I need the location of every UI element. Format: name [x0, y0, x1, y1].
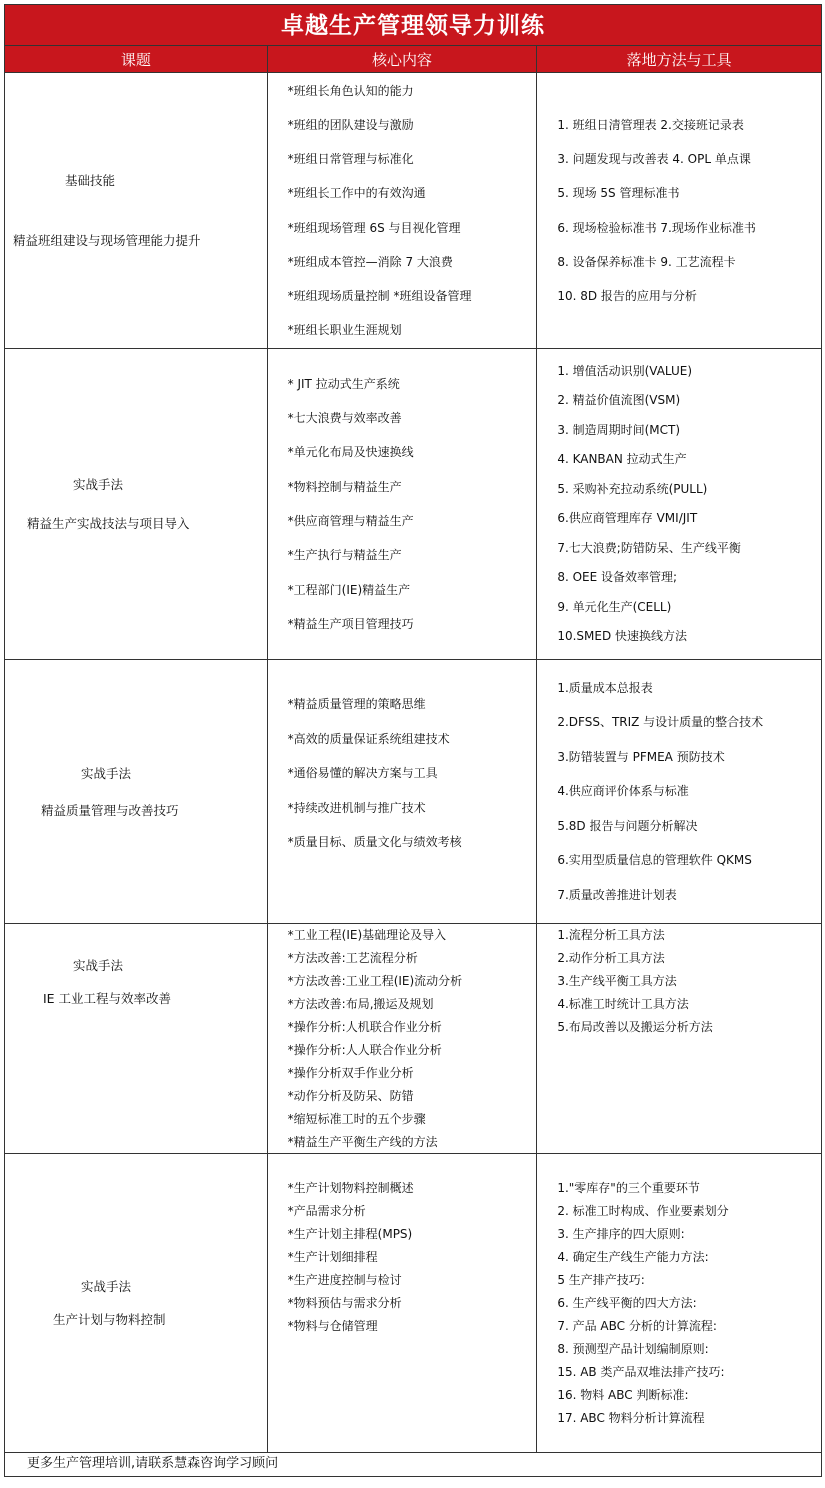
- content-item: *物料与仓储管理: [287, 1319, 378, 1333]
- method-item: 6.供应商管理库存 VMI/JIT: [557, 511, 698, 525]
- topic-category: 实战手法: [81, 1279, 132, 1294]
- content-cell: [268, 924, 538, 1153]
- method-item: 10. 8D 报告的应用与分析: [557, 288, 697, 303]
- method-item: 2. 标准工时构成、作业要素划分: [557, 1204, 729, 1218]
- method-item: 5.布局改善以及搬运分析方法: [557, 1020, 713, 1034]
- method-item: 5. 采购补充拉动系统(PULL): [557, 481, 708, 496]
- content-cell: [268, 660, 538, 923]
- content-item: *精益生产平衡生产线的方法: [287, 1135, 438, 1149]
- contact-footer: 更多生产管理培训,请联系慧森咨询学习顾问: [4, 1453, 822, 1477]
- method-item: 16. 物料 ABC 判断标准:: [557, 1388, 689, 1402]
- method-item: 1.流程分析工具方法: [557, 928, 665, 942]
- topic-cell: [5, 349, 268, 659]
- table-row: [4, 349, 822, 660]
- content-item: *物料控制与精益生产: [287, 479, 402, 494]
- course-table: [4, 4, 822, 1477]
- content-item: *缩短标准工时的五个步骤: [287, 1112, 426, 1126]
- content-item: *工业工程(IE)基础理论及导入: [287, 928, 447, 942]
- topic-title: 精益质量管理与改善技巧: [41, 802, 179, 818]
- method-item: 2. 精益价值流图(VSM): [557, 393, 681, 407]
- method-item: 3. 问题发现与改善表 4. OPL 单点课: [557, 152, 751, 167]
- topic-category: 实战手法: [73, 958, 124, 973]
- content-item: *七大浪费与效率改善: [287, 411, 402, 426]
- header-content: 核心内容: [268, 46, 538, 72]
- method-item: 1.质量成本总报表: [557, 680, 653, 695]
- content-item: *生产执行与精益生产: [287, 548, 402, 563]
- method-item: 5. 现场 5S 管理标准书: [557, 186, 680, 201]
- method-item: 5 生产排产技巧:: [557, 1273, 645, 1287]
- topic-title: 精益班组建设与现场管理能力提升: [13, 233, 201, 248]
- method-item: 8. 设备保养标准卡 9. 工艺流程卡: [557, 254, 736, 269]
- method-item: 4. KANBAN 拉动式生产: [557, 452, 687, 466]
- content-item: *方法改善:工艺流程分析: [287, 951, 418, 965]
- method-item: 3.防错装置与 PFMEA 预防技术: [557, 749, 725, 764]
- content-item: *通俗易懂的解决方案与工具: [287, 766, 438, 781]
- method-item: 3. 生产排序的四大原则:: [557, 1227, 685, 1241]
- content-item: *工程部门(IE)精益生产: [287, 582, 411, 597]
- method-item: 2.动作分析工具方法: [557, 951, 665, 965]
- content-cell: [268, 1154, 538, 1452]
- content-item: *方法改善:工业工程(IE)流动分析: [287, 974, 463, 988]
- topic-title: IE 工业工程与效率改善: [43, 991, 172, 1006]
- method-item: 4.标准工时统计工具方法: [557, 997, 689, 1011]
- content-item: *操作分析:人人联合作业分析: [287, 1043, 442, 1057]
- content-cell: [268, 349, 538, 659]
- content-item: *班组长职业生涯规划: [287, 323, 402, 338]
- topic-title: 生产计划与物料控制: [53, 1312, 166, 1327]
- content-item: *精益生产项目管理技巧: [287, 616, 414, 631]
- method-item: 8. OEE 设备效率管理;: [557, 570, 678, 584]
- content-item: *产品需求分析: [287, 1204, 366, 1218]
- topic-cell: [5, 1154, 268, 1452]
- content-item: *持续改进机制与推广技术: [287, 800, 426, 815]
- table-row: [4, 660, 822, 924]
- method-item: 7.七大浪费;防错防呆、生产线平衡: [557, 540, 741, 555]
- content-item: *方法改善:布局,搬运及规划: [287, 997, 434, 1011]
- content-item: *班组现场质量控制 *班组设备管理: [287, 288, 472, 303]
- content-item: *班组的团队建设与激励: [287, 117, 414, 132]
- method-item: 5.8D 报告与问题分析解决: [557, 818, 698, 833]
- method-cell: [537, 73, 822, 348]
- method-item: 4. 确定生产线生产能力方法:: [557, 1250, 709, 1264]
- table-header: [4, 46, 822, 73]
- header-topic: 课题: [5, 46, 268, 72]
- method-item: 3. 制造周期时间(MCT): [557, 422, 681, 437]
- method-cell: [537, 349, 822, 659]
- method-item: 17. ABC 物料分析计算流程: [557, 1411, 705, 1425]
- page-title: 卓越生产管理领导力训练: [4, 4, 822, 46]
- content-item: *供应商管理与精益生产: [287, 514, 414, 528]
- content-item: *班组长角色认知的能力: [287, 83, 414, 98]
- content-item: *生产计划细排程: [287, 1250, 378, 1264]
- content-item: *单元化布局及快速换线: [287, 445, 414, 460]
- method-cell: [537, 924, 822, 1153]
- topic-category: 实战手法: [73, 477, 124, 492]
- method-item: 8. 预测型产品计划编制原则:: [557, 1342, 709, 1356]
- method-item: 9. 单元化生产(CELL): [557, 599, 672, 614]
- method-item: 7. 产品 ABC 分析的计算流程:: [557, 1319, 717, 1333]
- method-item: 15. AB 类产品双堆法排产技巧:: [557, 1365, 725, 1379]
- content-item: *操作分析:人机联合作业分析: [287, 1020, 442, 1034]
- table-row: [4, 1154, 822, 1453]
- content-item: *生产计划物料控制概述: [287, 1181, 414, 1195]
- topic-cell: [5, 660, 268, 923]
- method-item: 4.供应商评价体系与标准: [557, 784, 689, 799]
- content-item: *操作分析双手作业分析: [287, 1066, 414, 1080]
- content-item: *班组长工作中的有效沟通: [287, 186, 426, 201]
- table-row: [4, 924, 822, 1154]
- method-item: 1."零库存"的三个重要环节: [557, 1181, 700, 1195]
- content-item: *班组日常管理与标准化: [287, 152, 414, 167]
- content-item: *生产进度控制与检讨: [287, 1273, 402, 1287]
- method-item: 6.实用型质量信息的管理软件 QKMS: [557, 853, 752, 868]
- topic-title: 精益生产实战技法与项目导入: [27, 516, 190, 531]
- method-item: 1. 班组日清管理表 2.交接班记录表: [557, 117, 744, 132]
- content-item: *动作分析及防呆、防错: [287, 1089, 414, 1103]
- content-item: * JIT 拉动式生产系统: [287, 376, 400, 391]
- content-item: *班组现场管理 6S 与目视化管理: [287, 220, 461, 235]
- method-item: 6. 现场检验标准书 7.现场作业标准书: [557, 220, 756, 235]
- content-item: *质量目标、质量文化与绩效考核: [287, 835, 462, 850]
- content-item: *高效的质量保证系统组建技术: [287, 731, 450, 746]
- method-cell: [537, 660, 822, 923]
- content-item: *班组成本管控—消除 7 大浪费: [287, 254, 453, 269]
- topic-category: 实战手法: [81, 765, 132, 781]
- method-item: 6. 生产线平衡的四大方法:: [557, 1296, 697, 1310]
- method-item: 3.生产线平衡工具方法: [557, 974, 677, 988]
- table-row: [4, 73, 822, 349]
- topic-cell: [5, 924, 268, 1153]
- method-item: 7.质量改善推进计划表: [557, 887, 677, 902]
- content-cell: [268, 73, 538, 348]
- method-item: 2.DFSS、TRIZ 与设计质量的整合技术: [557, 715, 764, 730]
- content-item: *精益质量管理的策略思维: [287, 697, 426, 712]
- topic-category: 基础技能: [65, 173, 116, 188]
- content-item: *物料预估与需求分析: [287, 1296, 402, 1310]
- topic-cell: [5, 73, 268, 348]
- method-cell: [537, 1154, 822, 1452]
- method-item: 1. 增值活动识别(VALUE): [557, 363, 693, 378]
- method-item: 10.SMED 快速换线方法: [557, 629, 688, 643]
- content-item: *生产计划主排程(MPS): [287, 1227, 413, 1241]
- header-method: 落地方法与工具: [537, 46, 822, 72]
